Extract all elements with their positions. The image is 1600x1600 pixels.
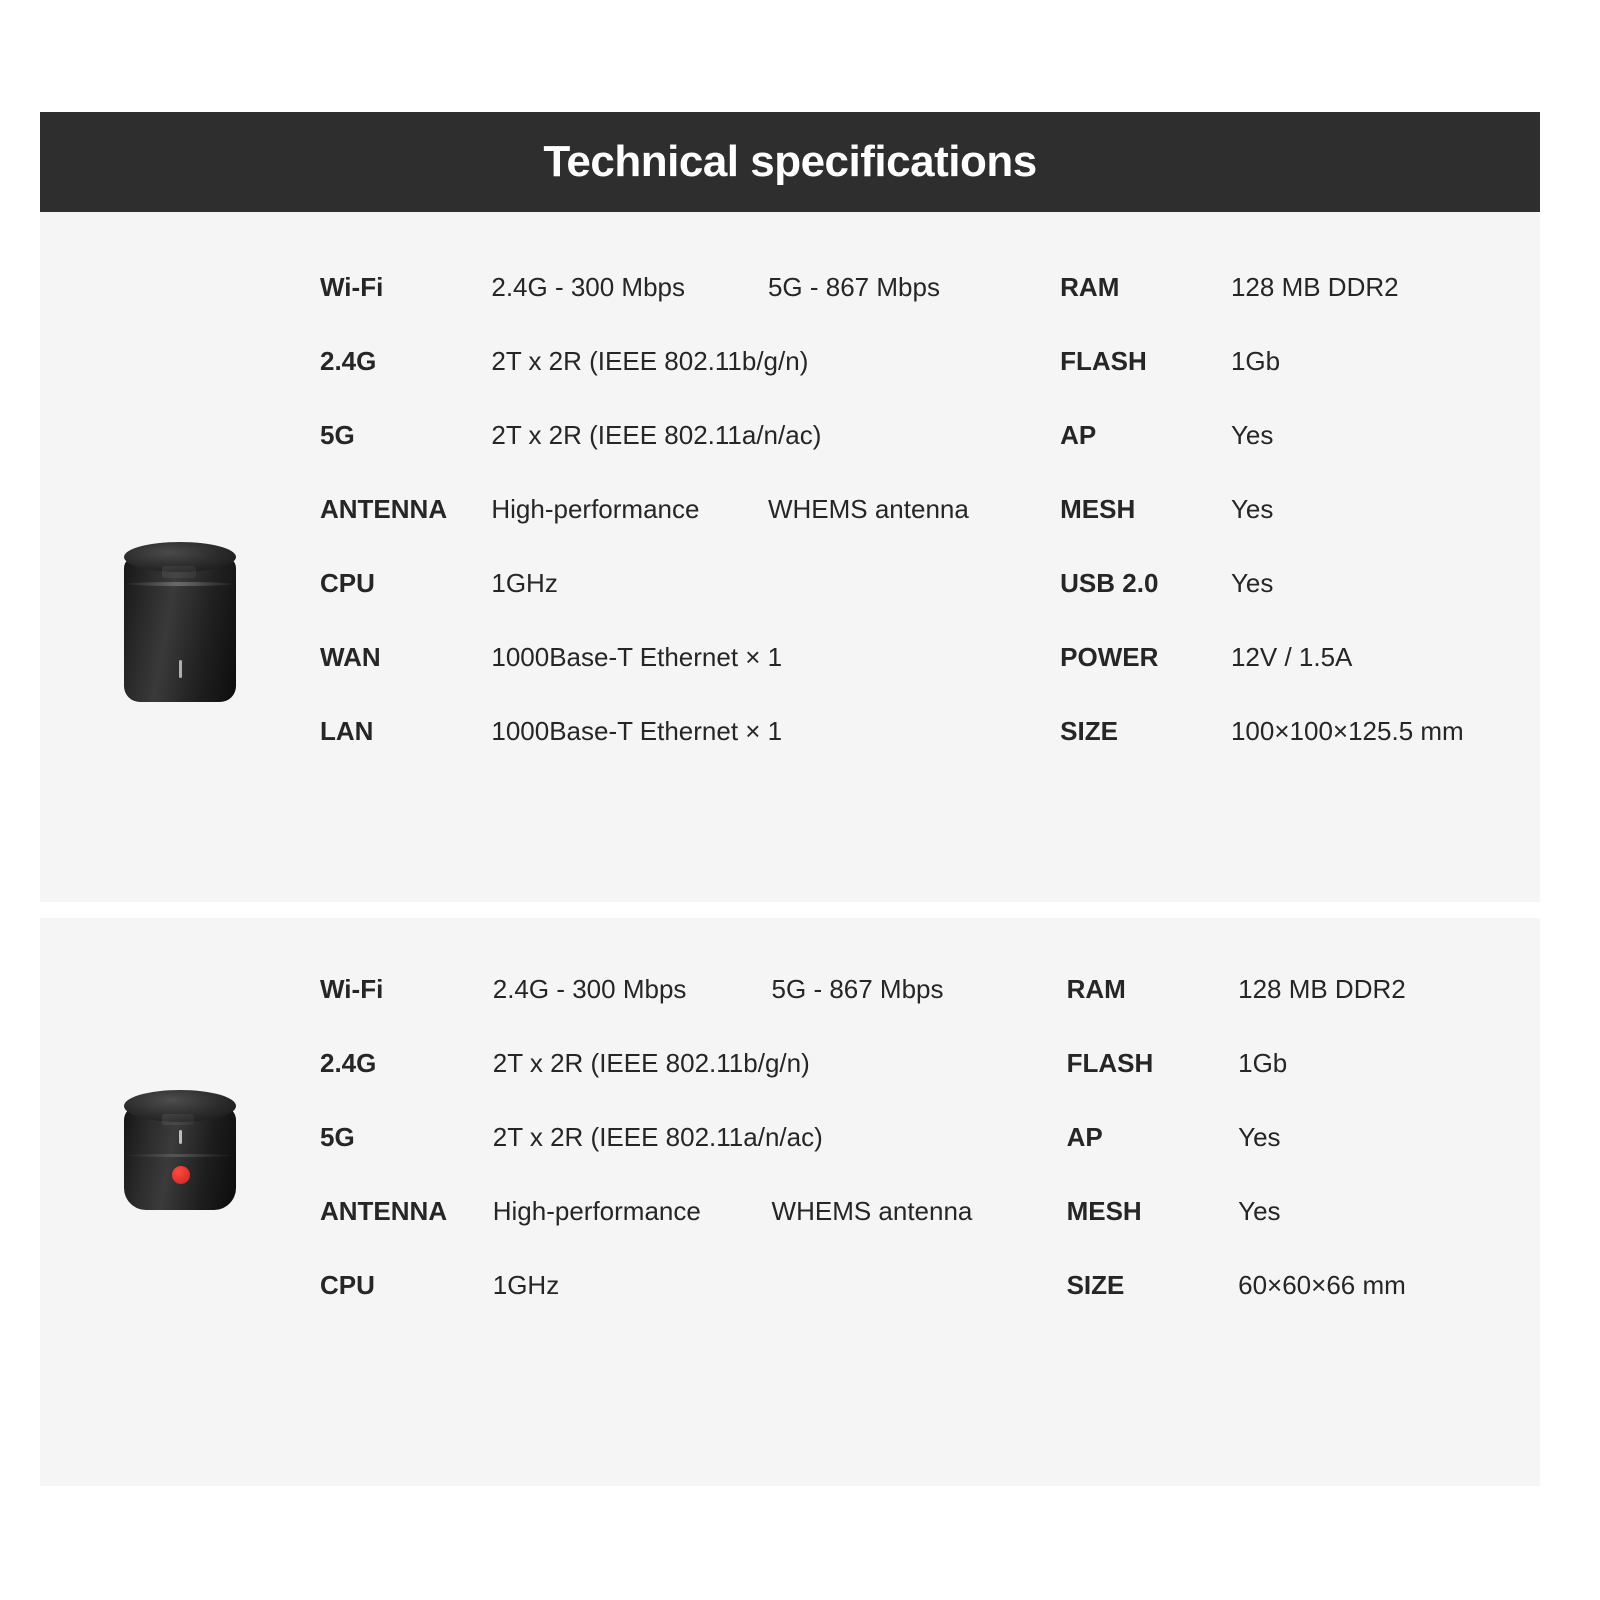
table-row (320, 1122, 1520, 1196)
spec-sheet (40, 112, 1540, 1486)
spec-label: ANTENNA (320, 1196, 448, 1226)
spec-value: 2.4G - 300 Mbps (492, 974, 687, 1004)
spec-value-secondary: 5G - 867 Mbps (771, 974, 944, 1004)
spec-value: 2.4G - 300 Mbps (491, 272, 686, 302)
spec-label: AP (1066, 1122, 1103, 1152)
product-panel-1 (40, 212, 1540, 902)
spec-value: 1GHz (491, 568, 558, 598)
spec-value-secondary: WHEMS antenna (771, 1196, 973, 1226)
spec-label: 2.4G (320, 1048, 377, 1078)
spec-label: USB 2.0 (1060, 568, 1159, 598)
spec-value: 128 MB DDR2 (1230, 272, 1399, 302)
spec-label: Wi-Fi (320, 272, 384, 302)
spec-label: FLASH (1060, 346, 1147, 376)
spec-value: High-performance (492, 1196, 701, 1226)
spec-value: 1Gb (1238, 1048, 1288, 1078)
spec-label: 5G (320, 420, 355, 450)
table-row (320, 346, 1520, 420)
spec-label: POWER (1060, 642, 1159, 672)
spec-label: AP (1060, 420, 1097, 450)
spec-label: MESH (1060, 494, 1136, 524)
spec-value: Yes (1238, 1196, 1281, 1226)
page-title: Technical specifications (543, 137, 1037, 186)
spec-value: 1000Base-T Ethernet × 1 (491, 642, 783, 672)
product-panel-2 (40, 918, 1540, 1486)
spec-value: 1000Base-T Ethernet × 1 (491, 716, 783, 746)
spec-value: High-performance (491, 494, 700, 524)
spec-value: Yes (1230, 494, 1274, 524)
spec-value: 100×100×125.5 mm (1230, 716, 1464, 746)
spec-value-secondary: 5G - 867 Mbps (767, 272, 940, 302)
table-row (320, 1048, 1520, 1122)
spec-label: SIZE (1066, 1270, 1125, 1300)
spec-value: Yes (1238, 1122, 1281, 1152)
table-row (320, 1196, 1520, 1270)
spec-value: 128 MB DDR2 (1238, 974, 1406, 1004)
spec-label: 5G (320, 1122, 355, 1152)
product-image-1 (90, 542, 270, 702)
spec-label: WAN (320, 642, 381, 672)
product-image-2 (90, 1088, 270, 1216)
spec-label: RAM (1060, 272, 1120, 302)
spec-table-2 (320, 974, 1520, 1344)
spec-label: FLASH (1066, 1048, 1154, 1078)
spec-label: SIZE (1060, 716, 1118, 746)
table-row (320, 420, 1520, 494)
table-row (320, 1270, 1520, 1344)
spec-value: 12V / 1.5A (1230, 642, 1353, 672)
spec-label: RAM (1066, 974, 1126, 1004)
table-row (320, 568, 1520, 642)
spec-value: 1GHz (492, 1270, 560, 1300)
spec-label: ANTENNA (320, 494, 448, 524)
panel-divider (40, 902, 1540, 918)
spec-value: 2T x 2R (IEEE 802.11b/g/n) (491, 346, 809, 376)
router-tall-cylinder-icon (124, 542, 236, 702)
spec-label: Wi-Fi (320, 974, 384, 1004)
spec-value: 2T x 2R (IEEE 802.11a/n/ac) (492, 1122, 823, 1152)
spec-label: MESH (1066, 1196, 1142, 1226)
spec-label: 2.4G (320, 346, 377, 376)
spec-label: CPU (320, 1270, 375, 1300)
table-row (320, 272, 1520, 346)
router-short-puck-icon (124, 1088, 236, 1216)
table-row (320, 494, 1520, 568)
spec-table-1 (320, 272, 1520, 790)
title-bar (40, 112, 1540, 212)
spec-value: Yes (1230, 420, 1274, 450)
spec-value: 60×60×66 mm (1238, 1270, 1406, 1300)
spec-label: CPU (320, 568, 375, 598)
spec-value: 2T x 2R (IEEE 802.11b/g/n) (492, 1048, 810, 1078)
table-row (320, 642, 1520, 716)
spec-value: Yes (1230, 568, 1274, 598)
spec-label: LAN (320, 716, 374, 746)
spec-value-secondary: WHEMS antenna (767, 494, 969, 524)
table-row (320, 974, 1520, 1048)
spec-value: 1Gb (1230, 346, 1281, 376)
spec-value: 2T x 2R (IEEE 802.11a/n/ac) (491, 420, 822, 450)
table-row (320, 716, 1520, 790)
